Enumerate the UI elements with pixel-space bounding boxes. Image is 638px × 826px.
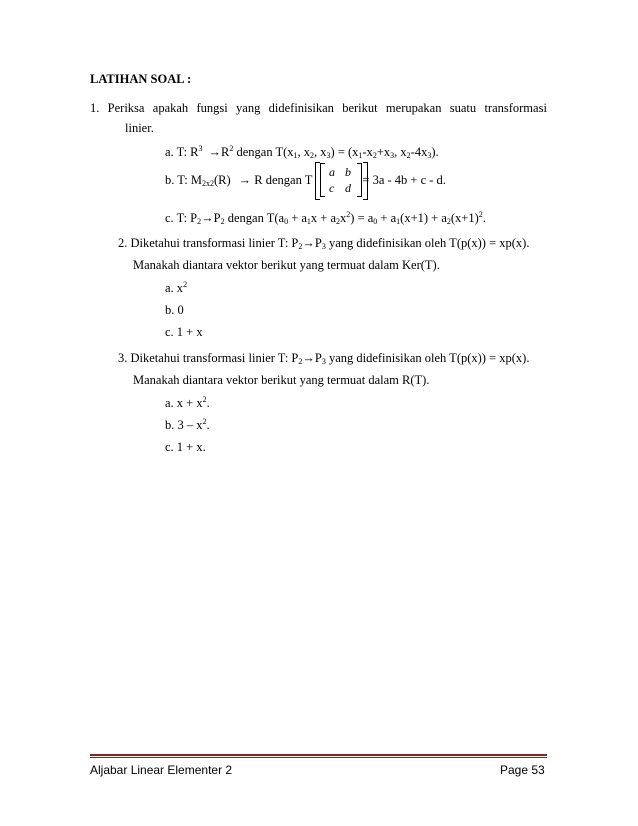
q2-line1: 2. Diketahui transformasi linier T: $P_2\to P_3$ yang didefinisikan oleh T(p(x)) = xp(x). (118, 236, 530, 251)
footer-rule-thin (90, 757, 547, 758)
q3-option-a: a. $x + x^2$. (165, 395, 210, 410)
q1-word: Periksa (107, 101, 145, 115)
q1-word: didefinisikan (268, 101, 334, 115)
q2-option-b: b. 0 (165, 303, 184, 317)
q1-word: apakah (152, 101, 189, 115)
q1-word: merupakan (385, 101, 442, 115)
matrix-cell-c: c (329, 181, 335, 195)
footer-rule (90, 754, 547, 756)
q3-line1: 3. Diketahui transformasi linier T: $P_2\to P_3$ yang didefinisikan oleh T(p(x)) = xp(x). (118, 351, 530, 366)
q1-line1 (90, 101, 547, 116)
section-title: LATIHAN SOAL : (90, 72, 192, 86)
q3-option-b: b. $3 - x^2$. (165, 417, 210, 432)
q1-line2: linier. (125, 121, 154, 135)
q1-part-c: c. T: $P_2\to P_2$ dengan $T(a_0 + a_1x + a_2x^2) = a_0 + a_1(x+1) + a_2(x+1)^2$. (165, 210, 486, 226)
q2-line2: Manakah diantara vektor berikut yang termuat dalam Ker(T). (133, 258, 440, 272)
footer-title: Aljabar Linear Elementer 2 (90, 763, 233, 777)
q1-number: 1. (90, 101, 100, 115)
matrix (320, 163, 362, 197)
matrix-cell-b: b (345, 165, 351, 179)
matrix-bracket-left (320, 163, 325, 197)
q3-option-c: c. 1 + x. (165, 440, 206, 454)
matrix-cell-d: d (345, 181, 351, 195)
q1-word: suatu (449, 101, 477, 115)
q1-part-a: a. T: $R^3 \to R^2$ dengan $T(x_1$, $x_2$, $x_3) = (x_1-x_2+x_3$, $x_2-4x_3$). (165, 144, 439, 160)
q1-part-b: b. T: $M_{2x2}(R) \to R$ dengan T = 3a - 4b + c - d. (165, 173, 446, 188)
q3-line2: Manakah diantara vektor berikut yang termuat dalam R(T). (133, 373, 430, 387)
q2-option-c: c. 1 + x (165, 325, 203, 339)
outer-bracket-right (363, 162, 368, 200)
matrix-bracket-right (357, 163, 362, 197)
q1-word: yang (236, 101, 261, 115)
page-number: Page 53 (500, 763, 545, 777)
matrix-cell-a: a (329, 165, 335, 179)
q1-text (90, 101, 547, 116)
q1-word: transformasi (484, 101, 547, 115)
q2-option-a: a. $x^2$ (165, 280, 188, 295)
q1-word: fungsi (196, 101, 228, 115)
q1-word: berikut (342, 101, 378, 115)
